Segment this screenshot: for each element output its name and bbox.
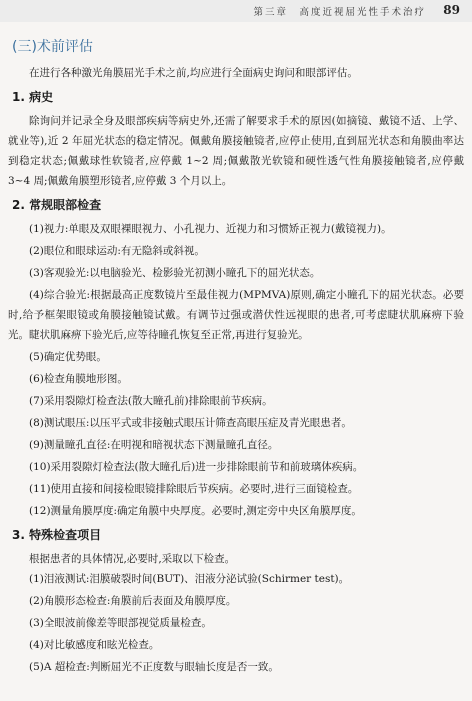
list-item: (3)客观验光:以电脑验光、检影验光初测小瞳孔下的屈光状态。 (29, 267, 321, 279)
running-title: 第三章 高度近视屈光性手术治疗 (253, 7, 426, 18)
routine-exam-list (8, 219, 464, 521)
list-item: (2)角膜形态检查:角膜前后表面及角膜厚度。 (29, 595, 237, 607)
intro-paragraph: 在进行各种激光角膜屈光手术之前,均应进行全面病史询问和眼部评估。 (29, 67, 358, 79)
list-item: (2)眼位和眼球运动:有无隐斜或斜视。 (29, 245, 205, 257)
list-item: (12)测量角膜厚度:确定角膜中央厚度。必要时,测定旁中央区角膜厚度。 (29, 505, 362, 517)
list-item: (4)综合验光:根据最高正度数镜片至最佳视力(MPMVA)原则,确定小瞳孔下的屈光状态。必要时,给予框架眼镜或角膜接触镜试戴。有调节过强或潜伏性远视眼的患者,可考虑睫状肌麻痹下验光。睫状肌麻痹下验光后,应等待瞳孔恢复至正常,再进行复验光。 (8, 289, 464, 341)
list-item: (10)采用裂隙灯检查法(散大瞳孔后)进一步排除眼前节和前玻璃体疾病。 (29, 461, 364, 473)
page-body (8, 36, 464, 679)
list-item: (8)测试眼压:以压平式或非接触式眼压计筛查高眼压症及青光眼患者。 (29, 417, 352, 429)
page-number: 89 (443, 3, 460, 17)
list-item: (6)检查角膜地形图。 (29, 373, 128, 385)
subsection-title-special-exam: 3. 特殊检查项目 (12, 528, 102, 542)
list-item: (11)使用直接和间接检眼镜排除眼后节疾病。必要时,进行三面镜检查。 (29, 483, 359, 495)
section-title: (三)术前评估 (12, 39, 93, 55)
list-item: (1)泪液测试:泪膜破裂时间(BUT)、泪液分泌试验(Schirmer test)。 (29, 573, 350, 585)
running-header (0, 0, 472, 22)
list-item: (4)对比敏感度和眩光检查。 (29, 639, 160, 651)
subsection-title-history: 1. 病史 (12, 90, 54, 104)
subsection-title-routine-exam: 2. 常规眼部检查 (12, 198, 102, 212)
list-item: (5)A 超检查:判断屈光不正度数与眼轴长度是否一致。 (29, 661, 279, 673)
list-item: (7)采用裂隙灯检查法(散大瞳孔前)排除眼前节疾病。 (29, 395, 273, 407)
list-item: (3)全眼波前像差等眼部视觉质量检查。 (29, 617, 212, 629)
list-item: (1)视力:单眼及双眼裸眼视力、小孔视力、近视力和习惯矫正视力(戴镜视力)。 (29, 223, 392, 235)
history-paragraph: 除询问并记录全身及眼部疾病等病史外,还需了解要求手术的原因(如摘镜、戴镜不适、上学、就业等),近 2 年屈光状态的稳定情况。佩戴角膜接触镜者,应停止使用,直到屈光状态和角膜曲率达到稳定状态;佩戴球性软镜者,应停戴 1~2 周;佩戴散光软镜和硬性透气性角膜接触镜者,应停戴 3~4 周;佩戴角膜塑形镜者,应停戴 3 个月以上。 (8, 115, 464, 187)
special-exam-list (8, 569, 464, 677)
list-item: (5)确定优势眼。 (29, 351, 107, 363)
special-exam-intro: 根据患者的具体情况,必要时,采取以下检查。 (29, 553, 236, 565)
list-item: (9)测量瞳孔直径:在明视和暗视状态下测量瞳孔直径。 (29, 439, 279, 451)
